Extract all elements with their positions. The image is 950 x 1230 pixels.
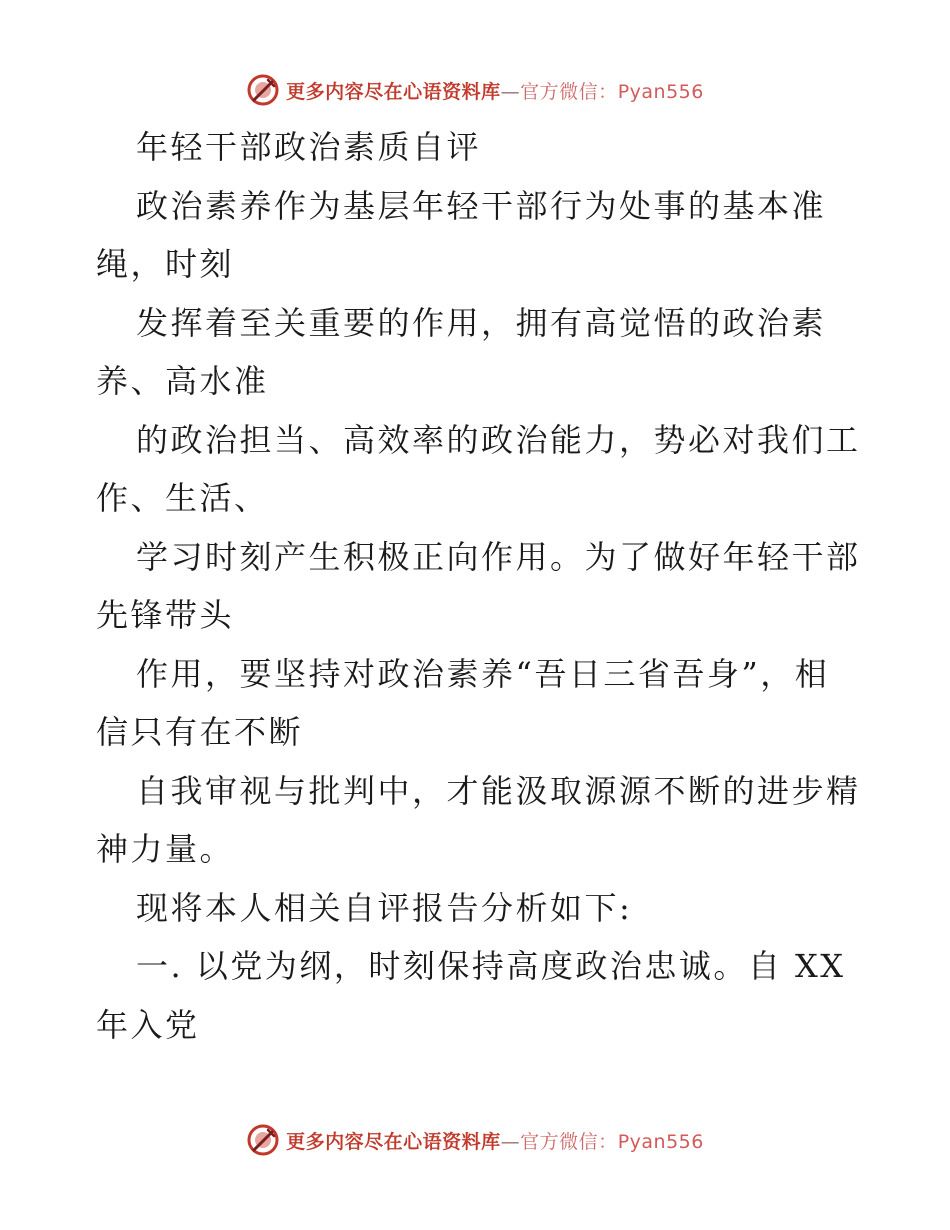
paragraph-line: 自我审视与批判中，才能汲取源源不断的进步精 <box>136 771 861 810</box>
document-body <box>96 118 861 1054</box>
paragraph-line: 绳，时刻 <box>96 245 235 283</box>
footer-wechat-label: 官方微信： <box>520 1130 618 1153</box>
footer-banner-separator: — <box>500 1130 521 1153</box>
header-banner-label: 更多内容尽在心语资料库 <box>286 80 501 103</box>
header-wechat-id: Pyan556 <box>617 80 704 103</box>
paragraph-line: 现将本人相关自评报告分析如下: <box>136 888 633 927</box>
footer-watermark-banner <box>0 1120 950 1160</box>
paragraph-line: 学习时刻产生积极正向作用。为了做好年轻干部 <box>136 537 861 576</box>
brand-logo-icon <box>246 1123 280 1157</box>
paragraph-line: 发挥着至关重要的作用，拥有高觉悟的政治素 <box>136 303 827 342</box>
document-title: 年轻干部政治素质自评 <box>136 128 482 166</box>
brand-logo-icon <box>246 73 280 107</box>
footer-banner-text <box>286 1127 704 1154</box>
footer-banner-label: 更多内容尽在心语资料库 <box>286 1130 501 1153</box>
paragraph-line: 养、高水准 <box>96 362 269 400</box>
paragraph-line: 年入党 <box>96 1005 200 1044</box>
paragraph-line: 作用，要坚持对政治素养“吾日三省吾身”，相 <box>136 654 830 693</box>
paragraph-line: 作、生活、 <box>96 479 269 517</box>
paragraph-line: 政治素养作为基层年轻干部行为处事的基本准 <box>136 186 827 225</box>
paragraph-line: 神力量。 <box>96 830 235 868</box>
paragraph-line: 先锋带头 <box>96 596 235 634</box>
header-watermark-banner <box>0 70 950 110</box>
paragraph-line: 的政治担当、高效率的政治能力，势必对我们工 <box>136 420 861 459</box>
paragraph-line: 信只有在不断 <box>96 713 304 751</box>
header-banner-separator: — <box>500 80 521 103</box>
section-heading-line: 一. 以党为纲，时刻保持高度政治忠诚。自 XX <box>136 947 846 985</box>
footer-wechat-id: Pyan556 <box>617 1130 704 1153</box>
header-wechat-label: 官方微信： <box>520 80 618 103</box>
header-banner-text <box>286 77 704 104</box>
